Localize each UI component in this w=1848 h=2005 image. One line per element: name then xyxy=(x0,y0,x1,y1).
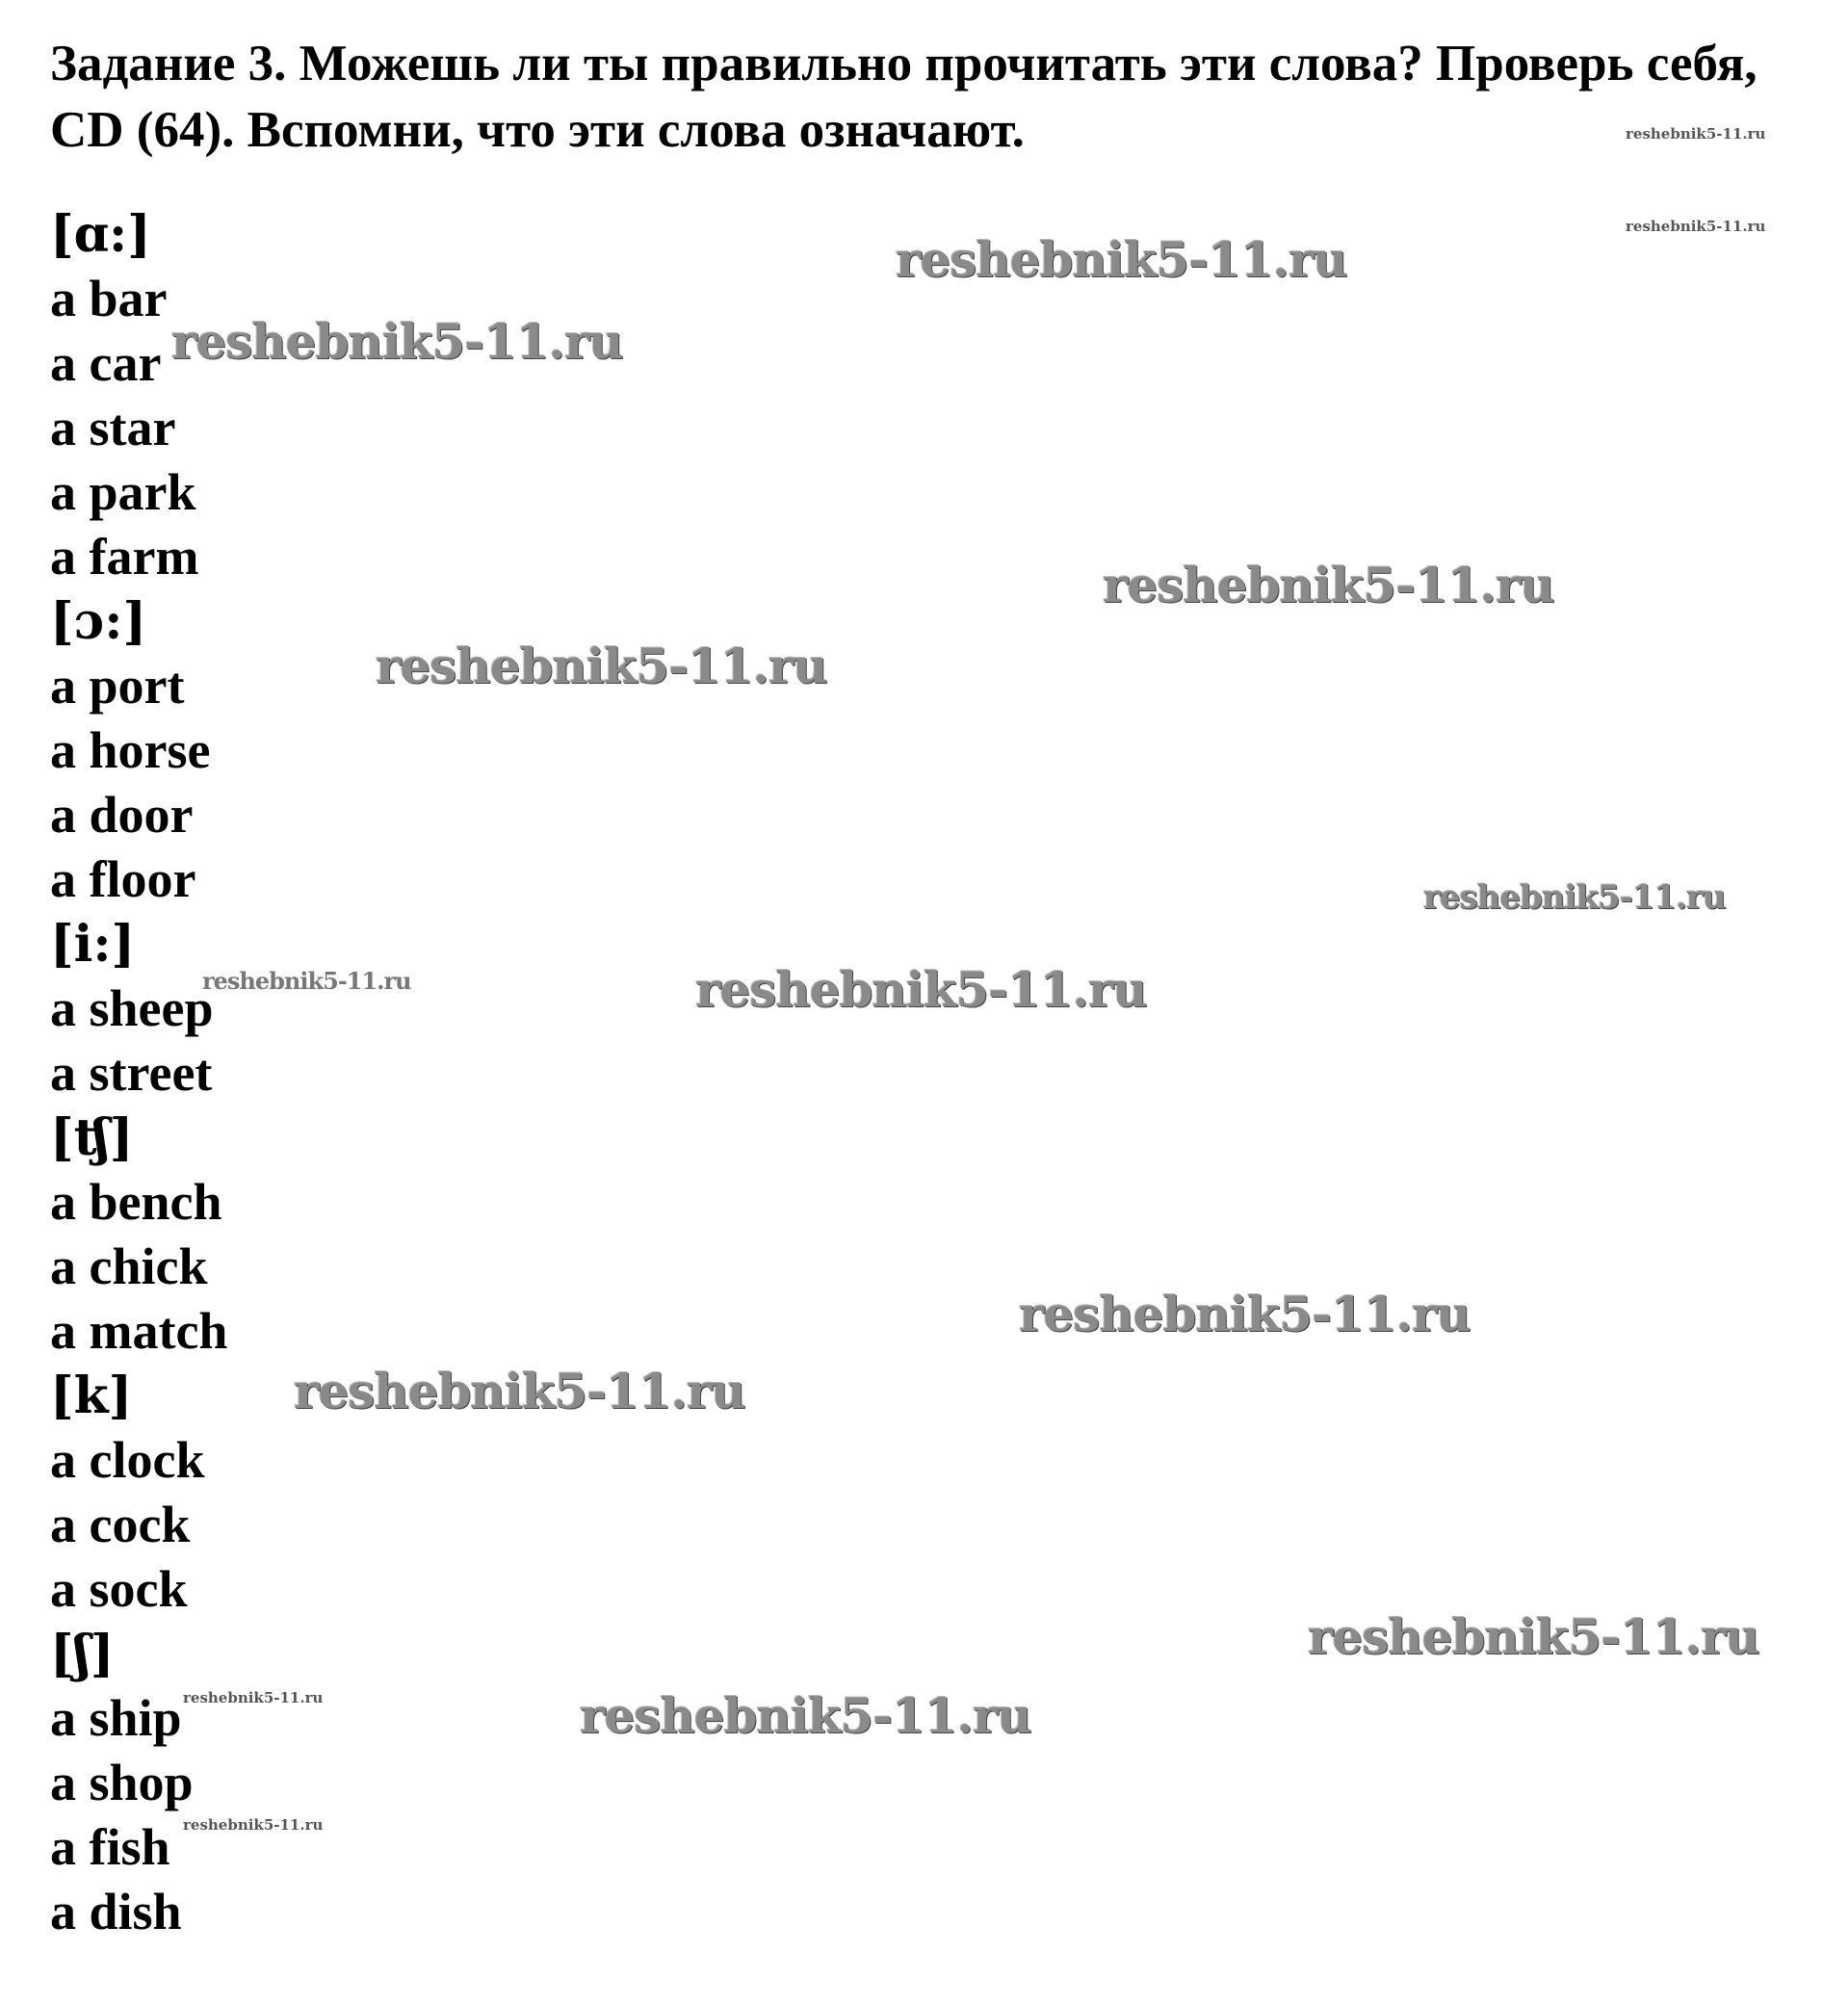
word-item: a car xyxy=(50,334,162,392)
task-title: Задание 3. Можешь ли ты правильно прочитать эти слова? Проверь себя, CD (64). Вспомни, что эти слова означают. xyxy=(50,36,1757,158)
word-item: a star xyxy=(50,399,176,456)
word-item: a bench xyxy=(50,1173,222,1231)
word-item: a park xyxy=(50,463,196,521)
watermark: reshebnik5-11.ru xyxy=(294,1363,745,1419)
watermark: reshebnik5-11.ru xyxy=(183,1816,324,1834)
watermark: reshebnik5-11.ru xyxy=(183,1689,324,1706)
word-item: a door xyxy=(50,786,194,844)
word-item: a shop xyxy=(50,1754,194,1811)
watermark: reshebnik5-11.ru xyxy=(695,961,1147,1018)
word-item: a street xyxy=(50,1044,213,1102)
watermark: reshebnik5-11.ru xyxy=(580,1687,1031,1744)
word-item: a dish xyxy=(50,1883,182,1940)
word-list xyxy=(50,202,227,1944)
phonetic-symbol: [i:] xyxy=(50,915,136,974)
word-item: a bar xyxy=(50,270,168,327)
watermark: reshebnik5-11.ru xyxy=(202,967,411,995)
watermark: reshebnik5-11.ru xyxy=(1019,1286,1471,1342)
watermark: reshebnik5-11.ru xyxy=(171,313,623,370)
word-item: a floor xyxy=(50,850,196,908)
watermark: reshebnik5-11.ru xyxy=(1626,125,1766,143)
word-item: a horse xyxy=(50,721,211,779)
watermark: reshebnik5-11.ru xyxy=(1308,1608,1759,1665)
word-item: a sheep xyxy=(50,979,214,1037)
watermark: reshebnik5-11.ru xyxy=(1103,557,1554,613)
phonetic-symbol: [k] xyxy=(50,1367,133,1425)
word-item: a match xyxy=(50,1302,228,1360)
word-item: a clock xyxy=(50,1431,205,1489)
phonetic-symbol: [ɔ:] xyxy=(50,592,147,651)
phonetic-symbol: [ʧ] xyxy=(50,1108,134,1167)
word-item: a farm xyxy=(50,528,199,586)
watermark: reshebnik5-11.ru xyxy=(1626,218,1766,235)
watermark: reshebnik5-11.ru xyxy=(376,638,827,694)
phonetic-symbol: [ʃ] xyxy=(50,1625,115,1683)
word-item: a ship xyxy=(50,1689,182,1747)
word-item: a fish xyxy=(50,1818,170,1876)
watermark: reshebnik5-11.ru xyxy=(1423,878,1726,917)
word-item: a chick xyxy=(50,1237,208,1295)
word-item: a port xyxy=(50,657,185,715)
word-item: a cock xyxy=(50,1496,191,1553)
word-item: a sock xyxy=(50,1560,188,1618)
watermark: reshebnik5-11.ru xyxy=(896,231,1347,288)
phonetic-symbol: [ɑ:] xyxy=(50,205,151,264)
